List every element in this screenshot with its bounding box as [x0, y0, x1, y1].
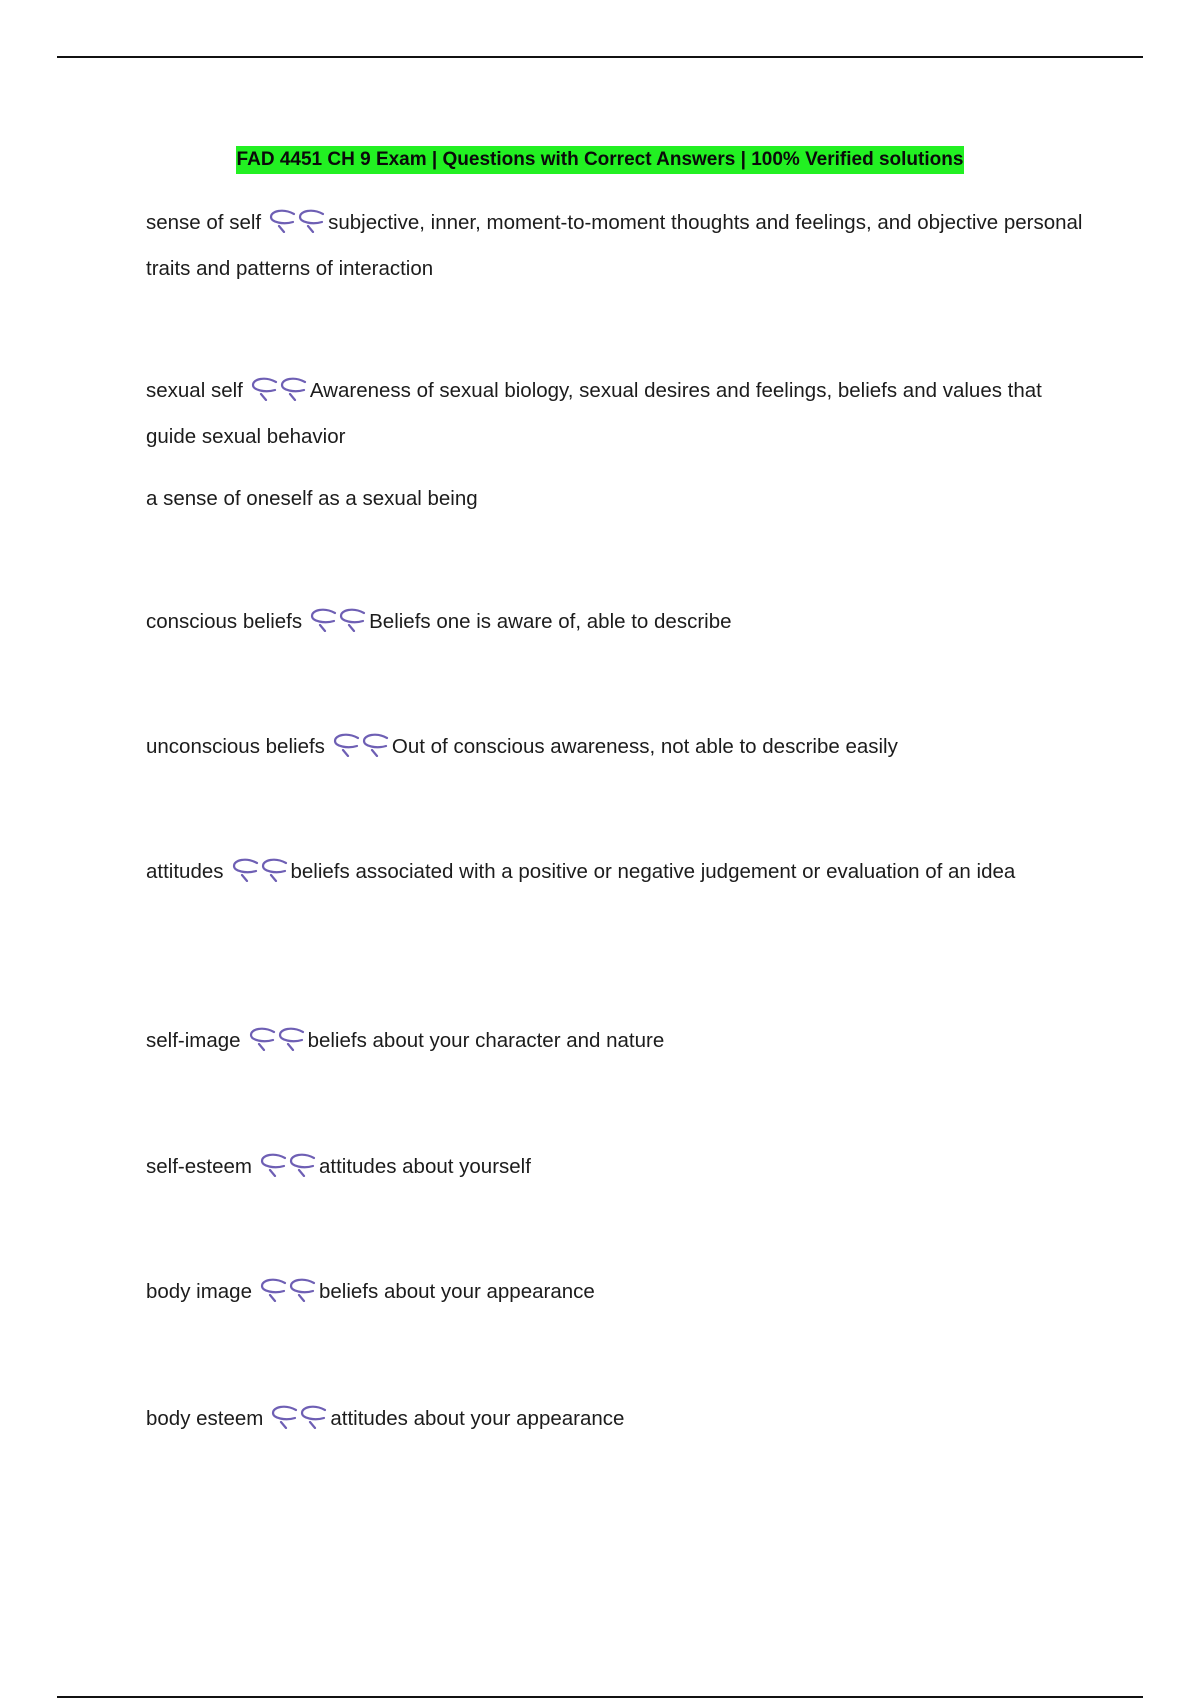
term: self-image: [146, 1029, 241, 1052]
term: attitudes: [146, 860, 224, 883]
definition: attitudes about yourself: [318, 1155, 531, 1178]
definition: beliefs about your character and nature: [307, 1029, 665, 1052]
definition: Out of conscious awareness, not able to describe easily: [391, 735, 898, 758]
double-hook-arrow-icon: [308, 604, 368, 632]
definition: subjective, inner, moment-to-moment thoughts and feelings, and objective personal traits and patterns of interaction: [146, 211, 1083, 280]
qa-entry: [146, 1269, 1086, 1315]
term: conscious beliefs: [146, 610, 303, 633]
term: self-esteem: [146, 1155, 252, 1178]
bottom-rule: [57, 1696, 1143, 1698]
top-rule: [57, 56, 1143, 58]
title-container: [0, 146, 1200, 174]
term: sense of self: [146, 211, 262, 234]
double-hook-arrow-icon: [331, 729, 391, 757]
definition: Beliefs one is aware of, able to describe: [369, 610, 732, 633]
double-hook-arrow-icon: [247, 1023, 307, 1051]
term: body image: [146, 1280, 252, 1303]
qa-entry: [146, 1396, 1086, 1442]
qa-entry: [146, 599, 1086, 645]
double-hook-arrow-icon: [269, 1401, 329, 1429]
qa-entry: [146, 1018, 1086, 1064]
definition-extra: a sense of oneself as a sexual being: [146, 487, 478, 510]
term: sexual self: [146, 379, 243, 402]
qa-entry: [146, 200, 1086, 292]
qa-entry: [146, 368, 1086, 460]
double-hook-arrow-icon: [249, 373, 309, 401]
definition: beliefs associated with a positive or negative judgement or evaluation of an idea: [290, 860, 1016, 883]
document-title: FAD 4451 CH 9 Exam | Questions with Correct Answers | 100% Verified solutions: [236, 146, 965, 174]
qa-entry: [146, 1144, 1086, 1190]
double-hook-arrow-icon: [258, 1274, 318, 1302]
definition: beliefs about your appearance: [318, 1280, 595, 1303]
definition: attitudes about your appearance: [330, 1407, 625, 1430]
qa-entry: [146, 724, 1086, 770]
double-hook-arrow-icon: [267, 205, 327, 233]
term: unconscious beliefs: [146, 735, 325, 758]
definition: Awareness of sexual biology, sexual desires and feelings, beliefs and values that guide sexual behavior: [146, 379, 1042, 448]
double-hook-arrow-icon: [230, 854, 290, 882]
term: body esteem: [146, 1407, 264, 1430]
double-hook-arrow-icon: [258, 1149, 318, 1177]
qa-entry: [146, 849, 1086, 895]
